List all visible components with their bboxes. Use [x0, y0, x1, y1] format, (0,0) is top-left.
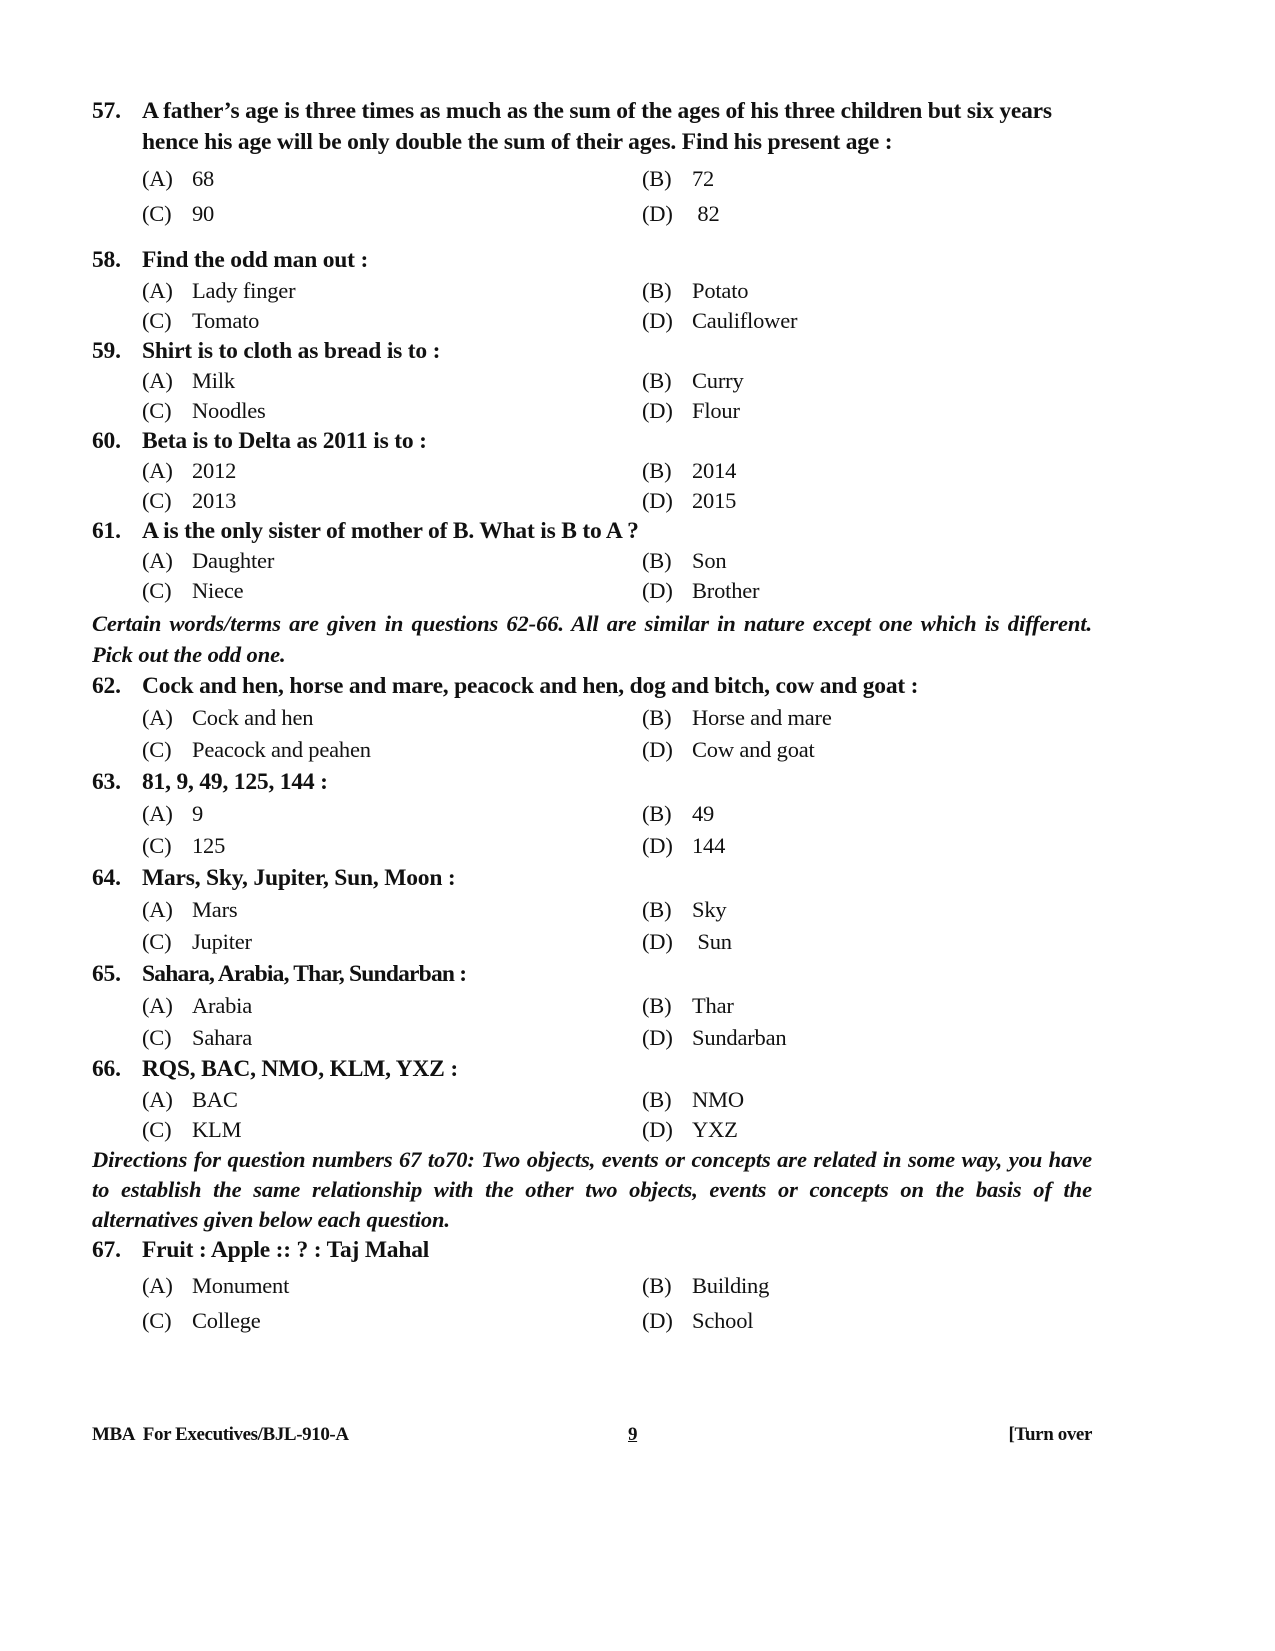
option-c: (C) 90: [142, 201, 215, 226]
question-63: [92, 766, 1092, 862]
option-a: (A) Milk: [142, 368, 235, 393]
option-b: (B) Horse and mare: [642, 705, 832, 730]
question-text: Sahara, Arabia, Thar, Sundarban :: [142, 961, 467, 987]
option-d: (D) 144: [642, 833, 726, 858]
question-text: 81, 9, 49, 125, 144 :: [142, 769, 328, 795]
option-b: (B) NMO: [642, 1087, 744, 1112]
option-c: (C) Jupiter: [142, 929, 252, 954]
question-text: Fruit : Apple :: ? : Taj Mahal: [142, 1237, 430, 1263]
option-c: (C) Peacock and peahen: [142, 737, 371, 762]
question-text: RQS, BAC, NMO, KLM, YXZ :: [142, 1056, 458, 1082]
option-c: (C) Sahara: [142, 1025, 253, 1050]
option-c: (C) KLM: [142, 1117, 242, 1142]
question-number: 59.: [92, 338, 121, 364]
option-b: (B) Thar: [642, 993, 734, 1018]
option-a: (A) Monument: [142, 1273, 290, 1298]
question-text: Cock and hen, horse and mare, peacock and hen, dog and bitch, cow and goat :: [142, 673, 919, 699]
option-d: (D) Sun: [642, 929, 732, 954]
option-a: (A) 68: [142, 166, 215, 191]
option-a: (A) Lady finger: [142, 278, 296, 303]
question-text: A is the only sister of mother of B. What is B to A ?: [142, 518, 639, 544]
question-number: 57.: [92, 98, 121, 124]
question-number: 64.: [92, 865, 121, 891]
option-b: (B) 2014: [642, 458, 737, 483]
option-b: (B) Sky: [642, 897, 727, 922]
option-a: (A) Mars: [142, 897, 238, 922]
option-d: (D) Cauliflower: [642, 308, 798, 333]
option-b: (B) 72: [642, 166, 715, 191]
option-d: (D) School: [642, 1308, 754, 1333]
option-a: (A) Arabia: [142, 993, 253, 1018]
question-text: A father’s age is three times as much as the sum of the ages of his three children but six years hence his age will be only double the sum of their ages. Find his present age :: [142, 98, 1052, 155]
option-a: (A) BAC: [142, 1087, 238, 1112]
directions-67-70: Directions for question numbers 67 to70: Two objects, events or concepts are related in some way, you have to establish the same relationship with the other two objects, events or concepts on the basis of the alternatives given below each question.: [92, 1147, 1092, 1232]
option-d: (D) Cow and goat: [642, 737, 815, 762]
question-61: [92, 516, 1092, 606]
question-text: Shirt is to cloth as bread is to :: [142, 338, 441, 364]
question-62: [92, 670, 1092, 766]
question-57: [92, 96, 1092, 231]
question-59: [92, 336, 1092, 426]
option-a: (A) 2012: [142, 458, 237, 483]
question-text: Find the odd man out :: [142, 247, 369, 273]
question-number: 66.: [92, 1056, 121, 1082]
option-d: (D) 82: [642, 201, 720, 226]
option-b: (B) Potato: [642, 278, 749, 303]
question-text: Beta is to Delta as 2011 is to :: [142, 428, 427, 454]
question-number: 63.: [92, 769, 121, 795]
option-c: (C) College: [142, 1308, 261, 1333]
option-b: (B) Son: [642, 548, 727, 573]
option-a: (A) Daughter: [142, 548, 275, 573]
footer-code: MBA For Executives/BJL-910-A: [92, 1424, 349, 1445]
question-number: 62.: [92, 673, 121, 699]
option-c: (C) 2013: [142, 488, 237, 513]
option-a: (A) Cock and hen: [142, 705, 314, 730]
option-b: (B) Curry: [642, 368, 744, 393]
option-b: (B) 49: [642, 801, 715, 826]
page-footer: [92, 1424, 1092, 1456]
option-d: (D) YXZ: [642, 1117, 738, 1142]
option-b: (B) Building: [642, 1273, 770, 1298]
option-d: (D) Sundarban: [642, 1025, 787, 1050]
question-number: 60.: [92, 428, 121, 454]
option-d: (D) Flour: [642, 398, 740, 423]
turn-over-label: [Turn over: [1008, 1424, 1092, 1445]
question-67: [92, 1235, 1092, 1338]
question-number: 58.: [92, 247, 121, 273]
question-number: 65.: [92, 961, 121, 987]
option-d: (D) 2015: [642, 488, 737, 513]
question-text: Mars, Sky, Jupiter, Sun, Moon :: [142, 865, 456, 891]
question-number: 67.: [92, 1237, 121, 1263]
option-c: (C) Noodles: [142, 398, 266, 423]
question-66: [92, 1054, 1092, 1145]
option-c: (C) Tomato: [142, 308, 260, 333]
option-c: (C) 125: [142, 833, 226, 858]
question-60: [92, 426, 1092, 516]
question-65: [92, 958, 1092, 1054]
question-58: [92, 245, 1092, 336]
option-d: (D) Brother: [642, 578, 760, 603]
option-c: (C) Niece: [142, 578, 244, 603]
option-a: (A) 9: [142, 801, 204, 826]
directions-62-66: Certain words/terms are given in questions 62-66. All are similar in nature except one which is different. Pick out the odd one.: [92, 611, 1092, 667]
page-content: [92, 96, 1092, 1338]
page-number: 9: [628, 1424, 638, 1445]
question-64: [92, 862, 1092, 958]
question-number: 61.: [92, 518, 121, 544]
